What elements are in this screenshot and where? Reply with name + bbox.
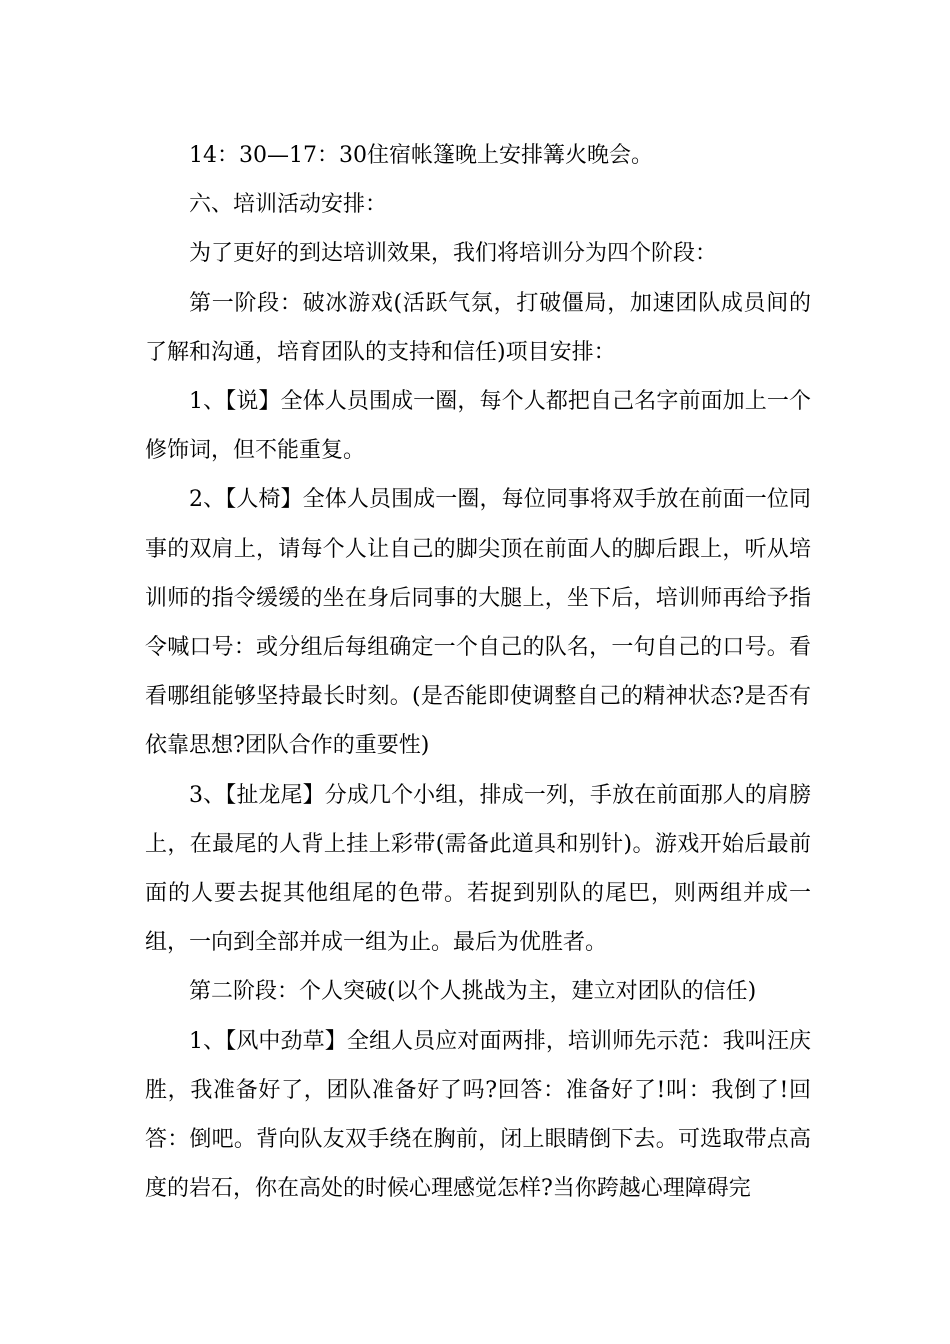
paragraph-item-dragon-tail: 3、【扯龙尾】分成几个小组，排成一列，手放在前面那人的肩膀上，在最尾的人背上挂上彩带(需备此道具和别针)。游戏开始后最前面的人要去捉其他组尾的色带。若捉到别队的尾巴，则两组并成一组，一向到全部并成一组为止。最后为优胜者。 <box>145 782 811 956</box>
paragraph-item-human-chair: 2、【人椅】全体人员围成一圈，每位同事将双手放在前面一位同事的双肩上，请每个人让自己的脚尖顶在前面人的脚后跟上，听从培训师的指令缓缓的坐在身后同事的大腿上，坐下后，培训师再给予指令喊口号：或分组后每组确定一个自己的队名，一句自己的口号。看看哪组能够坚持最长时刻。(是否能即使调整自己的精神状态?是否有依靠思想?团队合作的重要性) <box>145 487 811 759</box>
document-body <box>145 131 811 1213</box>
paragraph-item-grass-in-wind: 1、【风中劲草】全组人员应对面两排，培训师先示范：我叫汪庆胜，我准备好了，团队准备好了吗?回答：准备好了!叫：我倒了!回答：倒吧。背向队友双手绕在胸前，闭上眼睛倒下去。可选取带点高度的岩石，你在高处的时候心理感觉怎样?当你跨越心理障碍完 <box>145 1028 811 1202</box>
paragraph-intro: 为了更好的到达培训效果，我们将培训分为四个阶段： <box>189 241 718 267</box>
paragraph-stage-one: 第一阶段：破冰游戏(活跃气氛，打破僵局，加速团队成员间的了解和沟通，培育团队的支持和信任)项目安排： <box>145 290 811 365</box>
paragraph-item-say: 1、【说】全体人员围成一圈，每个人都把自己名字前面加上一个修饰词，但不能重复。 <box>145 389 811 464</box>
paragraph-section-heading: 六、培训活动安排： <box>189 192 388 218</box>
paragraph-schedule-line: 14：30—17：30住宿帐篷晚上安排篝火晚会。 <box>189 143 653 168</box>
paragraph-stage-two: 第二阶段：个人突破(以个人挑战为主，建立对团队的信任) <box>189 979 757 1005</box>
